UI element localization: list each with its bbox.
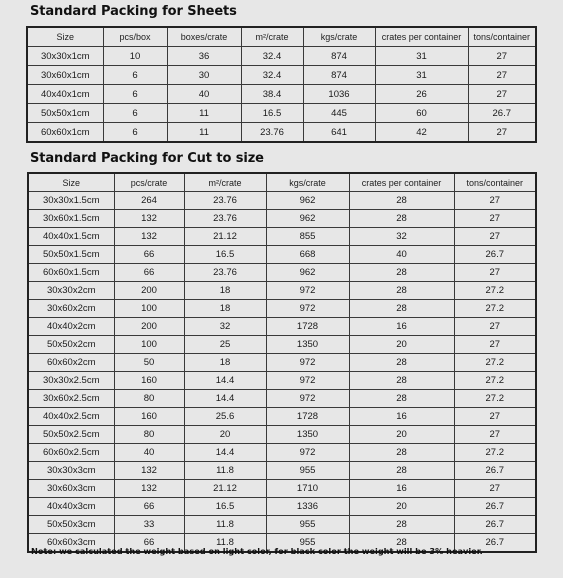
table-cell: 50x50x2cm — [28, 336, 114, 354]
table-cell: 26.7 — [454, 534, 536, 553]
table-cell: 66 — [114, 246, 184, 264]
table-cell: 6 — [103, 123, 167, 143]
column-header: crates per container — [349, 173, 454, 192]
table-cell: 6 — [103, 66, 167, 85]
table-cell: 60 — [375, 104, 468, 123]
table-cell: 11 — [167, 123, 241, 143]
table-cell: 30x60x1.5cm — [28, 210, 114, 228]
table-cell: 16 — [349, 480, 454, 498]
table-cell: 30x30x3cm — [28, 462, 114, 480]
table-cell: 132 — [114, 228, 184, 246]
table-cell: 50x50x3cm — [28, 516, 114, 534]
table-cell: 27.2 — [454, 444, 536, 462]
table-row — [28, 426, 536, 444]
table-cell: 40 — [114, 444, 184, 462]
table-row — [28, 498, 536, 516]
table-cell: 28 — [349, 462, 454, 480]
table-cell: 27 — [454, 318, 536, 336]
table-cell: 26.7 — [454, 246, 536, 264]
table-cell: 60x60x1cm — [27, 123, 103, 143]
table-cell: 1728 — [266, 318, 349, 336]
table-cell: 38.4 — [241, 85, 303, 104]
table-cell: 42 — [375, 123, 468, 143]
table-cell: 27 — [454, 480, 536, 498]
table-cell: 32 — [349, 228, 454, 246]
table-cell: 27.2 — [454, 282, 536, 300]
table-cell: 18 — [184, 282, 266, 300]
cut-to-size-title: Standard Packing for Cut to size — [30, 151, 264, 166]
table-cell: 30x30x2cm — [28, 282, 114, 300]
table-cell: 28 — [349, 264, 454, 282]
table-cell: 160 — [114, 372, 184, 390]
table-cell: 1350 — [266, 426, 349, 444]
table-cell: 30x30x1cm — [27, 47, 103, 66]
table-cell: 21.12 — [184, 480, 266, 498]
table-cell: 874 — [303, 66, 375, 85]
table-cell: 40x40x1.5cm — [28, 228, 114, 246]
table-cell: 32.4 — [241, 47, 303, 66]
table-cell: 100 — [114, 336, 184, 354]
table-cell: 28 — [349, 444, 454, 462]
table-cell: 40x40x2.5cm — [28, 408, 114, 426]
table-cell: 16 — [349, 318, 454, 336]
table-cell: 40x40x1cm — [27, 85, 103, 104]
table-cell: 30x60x1cm — [27, 66, 103, 85]
table-cell: 27 — [468, 123, 536, 143]
table-row — [28, 264, 536, 282]
table-row — [28, 336, 536, 354]
table-row — [28, 408, 536, 426]
table-cell: 27 — [454, 426, 536, 444]
table-cell: 855 — [266, 228, 349, 246]
table-row — [28, 246, 536, 264]
column-header: pcs/box — [103, 27, 167, 47]
column-header: boxes/crate — [167, 27, 241, 47]
sheets-title: Standard Packing for Sheets — [30, 4, 237, 19]
table-cell: 60x60x1.5cm — [28, 264, 114, 282]
table-cell: 31 — [375, 47, 468, 66]
table-cell: 1336 — [266, 498, 349, 516]
table-cell: 27 — [454, 336, 536, 354]
column-header: kgs/crate — [303, 27, 375, 47]
table-cell: 972 — [266, 444, 349, 462]
table-row — [28, 444, 536, 462]
column-header: pcs/crate — [114, 173, 184, 192]
table-row — [27, 104, 536, 123]
table-cell: 27 — [454, 408, 536, 426]
table-cell: 20 — [349, 426, 454, 444]
table-cell: 11 — [167, 104, 241, 123]
table-cell: 132 — [114, 210, 184, 228]
table-cell: 26.7 — [454, 498, 536, 516]
table-cell: 200 — [114, 282, 184, 300]
table-cell: 962 — [266, 264, 349, 282]
table-cell: 40x40x3cm — [28, 498, 114, 516]
table-cell: 23.76 — [184, 264, 266, 282]
table-cell: 66 — [114, 534, 184, 553]
table-cell: 26.7 — [454, 516, 536, 534]
table-cell: 668 — [266, 246, 349, 264]
table-cell: 641 — [303, 123, 375, 143]
sheets-packing-table — [26, 26, 537, 143]
table-cell: 10 — [103, 47, 167, 66]
table-cell: 972 — [266, 354, 349, 372]
table-cell: 20 — [349, 336, 454, 354]
table-cell: 962 — [266, 192, 349, 210]
column-header: m²/crate — [184, 173, 266, 192]
table-cell: 962 — [266, 210, 349, 228]
table-cell: 27 — [468, 85, 536, 104]
column-header: Size — [27, 27, 103, 47]
table-cell: 874 — [303, 47, 375, 66]
table-row — [28, 210, 536, 228]
table-cell: 27.2 — [454, 354, 536, 372]
table-cell: 36 — [167, 47, 241, 66]
table-cell: 132 — [114, 480, 184, 498]
column-header: tons/container — [454, 173, 536, 192]
table-cell: 1728 — [266, 408, 349, 426]
table-cell: 28 — [349, 300, 454, 318]
table-cell: 66 — [114, 264, 184, 282]
table-cell: 26.7 — [454, 462, 536, 480]
table-cell: 50 — [114, 354, 184, 372]
table-cell: 14.4 — [184, 390, 266, 408]
table-cell: 16.5 — [184, 498, 266, 516]
table-cell: 28 — [349, 372, 454, 390]
table-cell: 18 — [184, 300, 266, 318]
table-cell: 30x60x3cm — [28, 480, 114, 498]
table-cell: 27 — [468, 66, 536, 85]
table-cell: 30x30x1.5cm — [28, 192, 114, 210]
table-cell: 445 — [303, 104, 375, 123]
table-cell: 28 — [349, 390, 454, 408]
table-cell: 30x60x2.5cm — [28, 390, 114, 408]
table-cell: 11.8 — [184, 462, 266, 480]
table-cell: 972 — [266, 372, 349, 390]
column-header: kgs/crate — [266, 173, 349, 192]
table-cell: 80 — [114, 426, 184, 444]
table-cell: 26 — [375, 85, 468, 104]
table-cell: 27 — [454, 228, 536, 246]
table-cell: 955 — [266, 534, 349, 553]
weight-note: Note: we calculated the weight based on light color, for black color the weight will be 3% heavier. — [31, 546, 483, 556]
table-row — [27, 123, 536, 143]
table-cell: 28 — [349, 192, 454, 210]
table-cell: 28 — [349, 534, 454, 553]
table-cell: 32 — [184, 318, 266, 336]
table-header-row — [28, 173, 536, 192]
table-cell: 27 — [454, 192, 536, 210]
table-cell: 60x60x3cm — [28, 534, 114, 553]
table-cell: 25.6 — [184, 408, 266, 426]
table-cell: 31 — [375, 66, 468, 85]
table-cell: 60x60x2.5cm — [28, 444, 114, 462]
table-cell: 20 — [349, 498, 454, 516]
table-cell: 66 — [114, 498, 184, 516]
table-cell: 264 — [114, 192, 184, 210]
table-cell: 6 — [103, 104, 167, 123]
table-cell: 28 — [349, 354, 454, 372]
table-row — [28, 516, 536, 534]
table-row — [28, 282, 536, 300]
table-cell: 1036 — [303, 85, 375, 104]
table-row — [28, 318, 536, 336]
table-cell: 14.4 — [184, 444, 266, 462]
table-row — [28, 228, 536, 246]
table-cell: 30x60x2cm — [28, 300, 114, 318]
table-cell: 30x30x2.5cm — [28, 372, 114, 390]
table-cell: 16.5 — [184, 246, 266, 264]
table-cell: 25 — [184, 336, 266, 354]
column-header: tons/container — [468, 27, 536, 47]
table-row — [28, 480, 536, 498]
table-cell: 40x40x2cm — [28, 318, 114, 336]
table-cell: 60x60x2cm — [28, 354, 114, 372]
table-row — [28, 462, 536, 480]
table-cell: 11.8 — [184, 534, 266, 553]
table-cell: 16.5 — [241, 104, 303, 123]
table-cell: 27.2 — [454, 300, 536, 318]
table-cell: 972 — [266, 282, 349, 300]
table-row — [27, 66, 536, 85]
table-cell: 33 — [114, 516, 184, 534]
table-cell: 30 — [167, 66, 241, 85]
table-cell: 20 — [184, 426, 266, 444]
table-cell: 50x50x1.5cm — [28, 246, 114, 264]
table-cell: 1710 — [266, 480, 349, 498]
table-cell: 100 — [114, 300, 184, 318]
table-row — [27, 47, 536, 66]
table-row — [27, 85, 536, 104]
table-cell: 26.7 — [468, 104, 536, 123]
table-cell: 27 — [454, 264, 536, 282]
table-cell: 200 — [114, 318, 184, 336]
table-row — [28, 372, 536, 390]
table-cell: 50x50x1cm — [27, 104, 103, 123]
table-cell: 955 — [266, 516, 349, 534]
table-cell: 6 — [103, 85, 167, 104]
table-cell: 23.76 — [184, 192, 266, 210]
table-cell: 16 — [349, 408, 454, 426]
table-cell: 972 — [266, 390, 349, 408]
table-cell: 27 — [454, 210, 536, 228]
table-row — [28, 390, 536, 408]
table-cell: 1350 — [266, 336, 349, 354]
column-header: crates per container — [375, 27, 468, 47]
table-cell: 23.76 — [241, 123, 303, 143]
table-cell: 28 — [349, 516, 454, 534]
table-cell: 14.4 — [184, 372, 266, 390]
table-cell: 28 — [349, 282, 454, 300]
table-cell: 32.4 — [241, 66, 303, 85]
column-header: m²/crate — [241, 27, 303, 47]
table-cell: 80 — [114, 390, 184, 408]
table-row — [28, 192, 536, 210]
table-cell: 40 — [349, 246, 454, 264]
table-row — [28, 354, 536, 372]
table-cell: 955 — [266, 462, 349, 480]
column-header: Size — [28, 173, 114, 192]
table-cell: 132 — [114, 462, 184, 480]
table-cell: 27.2 — [454, 372, 536, 390]
table-cell: 27 — [468, 47, 536, 66]
table-row — [28, 300, 536, 318]
table-cell: 50x50x2.5cm — [28, 426, 114, 444]
table-cell: 11.8 — [184, 516, 266, 534]
table-cell: 21.12 — [184, 228, 266, 246]
table-cell: 28 — [349, 210, 454, 228]
table-cell: 23.76 — [184, 210, 266, 228]
cut-to-size-packing-table — [27, 172, 537, 553]
table-cell: 160 — [114, 408, 184, 426]
table-cell: 18 — [184, 354, 266, 372]
table-cell: 27.2 — [454, 390, 536, 408]
table-cell: 972 — [266, 300, 349, 318]
table-header-row — [27, 27, 536, 47]
table-cell: 40 — [167, 85, 241, 104]
